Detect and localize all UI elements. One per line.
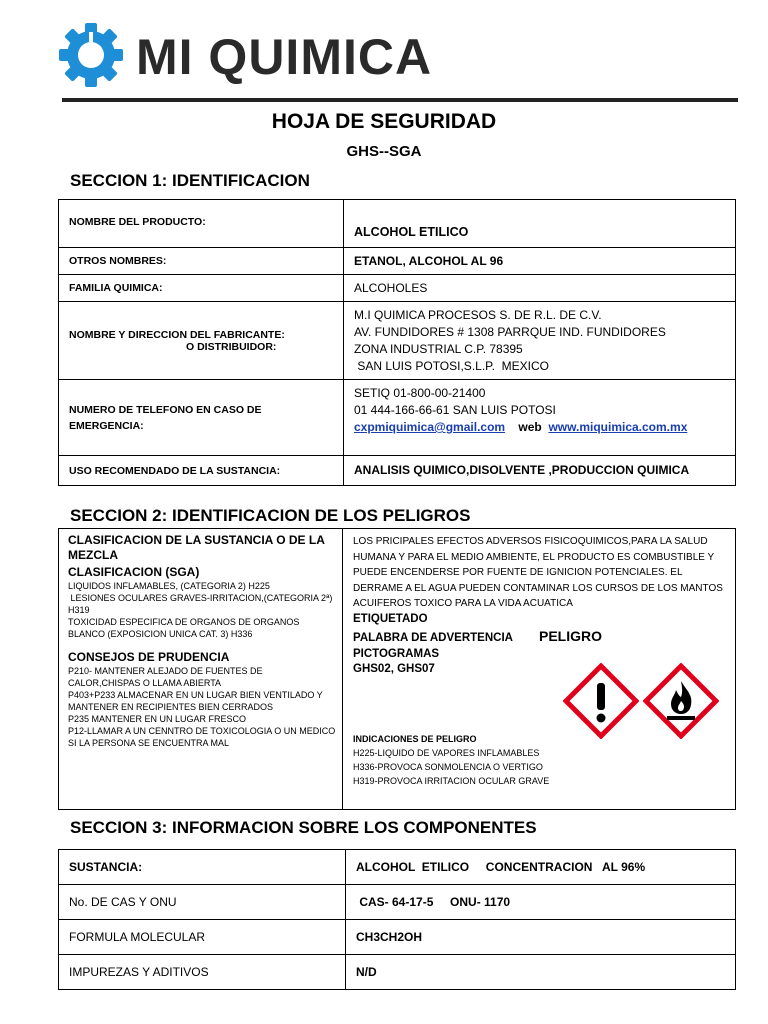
table-row	[59, 275, 736, 302]
hazard-statement: H319-PROVOCA IRRITACION OCULAR GRAVE	[353, 776, 550, 786]
signal-word: PELIGRO	[539, 628, 603, 644]
row-value	[344, 380, 736, 456]
hazard-statements-heading: INDICACIONES DE PELIGRO	[353, 734, 477, 744]
address-line: SAN LUIS POTOSI,S.L.P. MEXICO	[354, 358, 549, 373]
hazards-box-divider	[342, 528, 343, 810]
row-value	[344, 302, 736, 380]
row-label: IMPUREZAS Y ADITIVOS	[59, 955, 346, 990]
table-row	[59, 380, 736, 456]
row-value: N/D	[346, 955, 736, 990]
row-value: ALCOHOL ETILICO CONCENTRACION AL 96%	[346, 850, 736, 885]
phone-line: 01 444-166-66-61 SAN LUIS POTOSI	[354, 403, 556, 417]
classification-heading: CLASIFICACION DE LA SUSTANCIA O DE LA MEZCLA	[68, 533, 325, 562]
row-label: USO RECOMENDADO DE LA SUSTANCIA:	[59, 456, 344, 486]
label-line: NUMERO DE TELEFONO EN CASO DE	[69, 403, 262, 416]
phone-line: SETIQ 01-800-00-21400	[354, 386, 486, 400]
components-table	[58, 849, 736, 990]
address-line: M.I QUIMICA PROCESOS S. DE R.L. DE C.V.	[354, 307, 602, 322]
row-label: FAMILIA QUIMICA:	[59, 275, 344, 302]
pictograms-heading: PICTOGRAMAS	[353, 647, 440, 660]
sga-heading: CLASIFICACION (SGA)	[68, 565, 200, 579]
section3-heading: SECCION 3: INFORMACION SOBRE LOS COMPONENTES	[70, 818, 537, 837]
table-row	[59, 200, 736, 248]
effects-text: LOS PRICIPALES EFECTOS ADVERSOS FISICOQUIMICOS,PARA LA SALUD HUMANA Y PARA EL MEDIO AMBIENTE, EL PRODUCTO ES COMBUSTIBLE Y PUEDE ENCENDERSE POR FUENTE DE IGNICION POTENCIALES. EL DERRAME A EL AGUA PUEDEN CONTAMINAR LOS CURSOS DE LOS MANTOS ACUIFEROS TOXICO PARA LA VIDA ACUATICA	[353, 536, 723, 609]
row-label: SUSTANCIA:	[59, 850, 346, 885]
row-label: FORMULA MOLECULAR	[59, 920, 346, 955]
section1-heading: SECCION 1: IDENTIFICACION	[70, 171, 310, 190]
row-label	[59, 302, 344, 380]
hazard-statements	[353, 732, 728, 788]
row-value: CH3CH2OH	[346, 920, 736, 955]
table-row	[59, 302, 736, 380]
address-line: AV. FUNDIDORES # 1308 PARRQUE IND. FUNDIDORES	[354, 324, 666, 339]
table-row	[59, 885, 736, 920]
prudence-heading: CONSEJOS DE PRUDENCIA	[68, 650, 230, 664]
classification-line: LESIONES OCULARES GRAVES-IRRITACION,(CATEGORIA 2ª) H319	[68, 593, 335, 615]
email-link[interactable]: cxpmiquimica@gmail.com	[354, 420, 506, 434]
label-line: NOMBRE Y DIRECCION DEL FABRICANTE:	[69, 328, 285, 341]
hazard-statement: H225-LIQUIDO DE VAPORES INFLAMABLES	[353, 748, 540, 758]
table-row	[59, 850, 736, 885]
row-label: NOMBRE DEL PRODUCTO:	[59, 200, 344, 248]
brand-name: MI QUIMICA	[136, 29, 433, 85]
exclamation-pictogram-icon	[563, 663, 639, 739]
section2-heading: SECCION 2: IDENTIFICACION DE LOS PELIGROS	[70, 506, 471, 525]
web-label: web	[518, 420, 542, 434]
row-label: OTROS NOMBRES:	[59, 248, 344, 275]
prudence-line: P403+P233 ALMACENAR EN UN LUGAR BIEN VENTILADO Y MANTENER EN RECIPIENTES BIEN CERRADOS	[68, 690, 323, 712]
row-value: ALCOHOL ETILICO	[344, 200, 736, 248]
website-link[interactable]: www.miquimica.com.mx	[548, 420, 688, 434]
hazards-effects	[353, 534, 728, 678]
signal-word-label: PALABRA DE ADVERTENCIA	[353, 632, 513, 644]
address-line: ZONA INDUSTRIAL C.P. 78395	[354, 341, 523, 356]
row-value: ETANOL, ALCOHOL AL 96	[344, 248, 736, 275]
label-line: EMERGENCIA:	[69, 419, 144, 432]
row-value: ALCOHOLES	[344, 275, 736, 302]
classification-line: TOXICIDAD ESPECIFICA DE ORGANOS DE ORGANOS BLANCO (EXPOSICION UNICA CAT. 3) H336	[68, 617, 300, 639]
contact-links	[354, 419, 725, 436]
row-label: No. DE CAS Y ONU	[59, 885, 346, 920]
table-row	[59, 920, 736, 955]
etiquetado-heading: ETIQUETADO	[353, 612, 428, 625]
label-line: O DISTRIBUIDOR:	[186, 340, 277, 353]
document-title: HOJA DE SEGURIDAD	[271, 110, 497, 133]
document-subtitle: GHS--SGA	[346, 143, 422, 160]
table-row	[59, 248, 736, 275]
classification-line: LIQUIDOS INFLAMABLES, (CATEGORIA 2) H225	[68, 581, 270, 591]
ghs-codes: GHS02, GHS07	[353, 663, 435, 675]
row-value: ANALISIS QUIMICO,DISOLVENTE ,PRODUCCION QUIMICA	[344, 456, 736, 486]
hazards-classification	[68, 533, 336, 749]
hazard-statement: H336-PROVOCA SONMOLENCIA O VERTIGO	[353, 762, 543, 772]
prudence-line: P235 MANTENER EN UN LUGAR FRESCO	[68, 714, 247, 724]
gear-logo-icon	[58, 22, 124, 88]
flame-pictogram-icon	[643, 663, 719, 739]
row-value: CAS- 64-17-5 ONU- 1170	[346, 885, 736, 920]
row-label	[59, 380, 344, 456]
header-divider	[62, 98, 738, 102]
prudence-line: P210- MANTENER ALEJADO DE FUENTES DE CALOR,CHISPAS O LLAMA ABIERTA	[68, 666, 263, 688]
identification-table	[58, 199, 736, 486]
table-row	[59, 456, 736, 486]
table-row	[59, 955, 736, 990]
prudence-line: P12-LLAMAR A UN CENNTRO DE TOXICOLOGIA O UN MEDICO SI LA PERSONA SE ENCUENTRA MAL	[68, 726, 336, 748]
